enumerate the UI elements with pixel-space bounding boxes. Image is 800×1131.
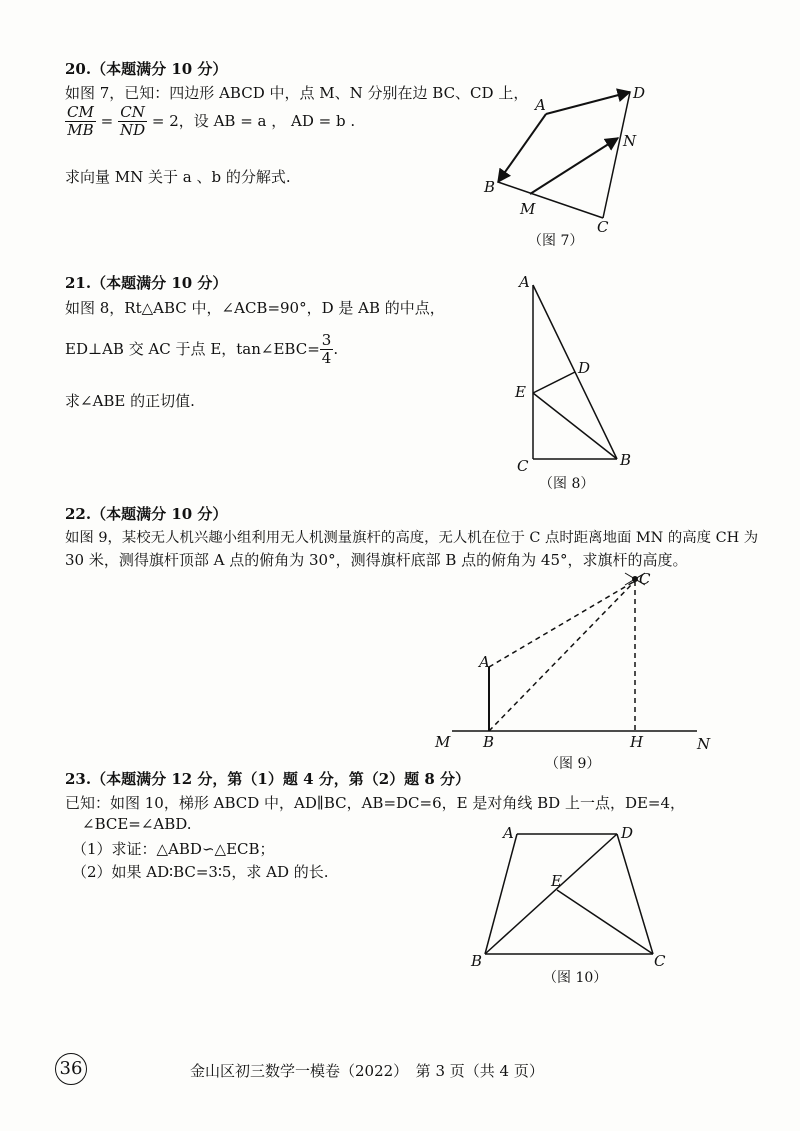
q21-header: 21.（本题满分 10 分） bbox=[65, 274, 228, 292]
fig8-label-b: B bbox=[620, 451, 632, 469]
fig8-label-c: C bbox=[517, 457, 529, 475]
fig7-label-d: D bbox=[633, 84, 646, 102]
q20-line2-tail: = 2，设 AB = a ， AD = b . bbox=[151, 111, 356, 130]
fig8-caption: （图 8） bbox=[539, 476, 595, 492]
q20-frac2: $\frac{CN}{ND}$ bbox=[119, 103, 146, 140]
fig10-label-d: D bbox=[621, 824, 634, 842]
fig10-label-a: A bbox=[503, 824, 514, 842]
fig9-label-h: H bbox=[630, 733, 644, 751]
fig9-label-n: N bbox=[697, 735, 711, 753]
q23-item2: （2）如果 AD∶BC=3∶5，求 AD 的长. bbox=[72, 863, 329, 881]
q21-line2: ED⊥AB 交 AC 于点 E，tan∠EBC= $\frac{3}{4}$ . bbox=[65, 331, 339, 368]
fig9-label-m: M bbox=[435, 733, 451, 751]
figure-8 bbox=[505, 275, 645, 495]
q21-line1: 如图 8，Rt△ABC 中，∠ACB=90°，D 是 AB 的中点， bbox=[65, 299, 445, 317]
q23-header: 23.（本题满分 12 分，第（1）题 4 分，第（2）题 8 分） bbox=[65, 770, 471, 788]
figure-9 bbox=[425, 565, 725, 775]
fig9-label-a: A bbox=[479, 653, 490, 671]
q20-line3: 求向量 MN 关于 a 、b 的分解式. bbox=[65, 168, 291, 186]
fig9-label-c: C bbox=[639, 570, 651, 588]
fig10-label-c: C bbox=[654, 952, 666, 970]
fig7-label-b: B bbox=[484, 178, 496, 196]
fig10-label-b: B bbox=[471, 952, 483, 970]
fig7-label-n: N bbox=[623, 132, 637, 150]
q20-header: 20.（本题满分 10 分） bbox=[65, 60, 228, 78]
figure-10 bbox=[465, 820, 675, 990]
fig8-label-a: A bbox=[519, 273, 530, 291]
q20-formula: $\frac{CM}{MB}$ = $\frac{CN}{ND}$ = 2，设 AB = a ， AD = b . bbox=[67, 103, 356, 140]
footer-text: 金山区初三数学一模卷（2022） 第 3 页（共 4 页） bbox=[190, 1062, 544, 1080]
q23-item1: （1）求证：△ABD∽△ECB； bbox=[72, 840, 275, 858]
q21-frac: $\frac{3}{4}$ bbox=[321, 331, 332, 368]
fig9-label-b: B bbox=[483, 733, 495, 751]
q22-line1: 如图 9，某校无人机兴趣小组利用无人机测量旗杆的高度，无人机在位于 C 点时距离地面 MN 的高度 CH 为 bbox=[65, 530, 759, 546]
q22-header: 22.（本题满分 10 分） bbox=[65, 505, 228, 523]
page-badge: 36 bbox=[55, 1053, 87, 1085]
q21-line2-head: ED⊥AB 交 AC 于点 E，tan∠EBC= bbox=[65, 339, 320, 358]
fig8-label-e: E bbox=[515, 383, 526, 401]
fig7-label-c: C bbox=[597, 218, 609, 236]
fig7-caption: （图 7） bbox=[528, 233, 584, 249]
q23-line2: ∠BCE=∠ABD. bbox=[82, 815, 192, 833]
q20-frac1: $\frac{CM}{MB}$ bbox=[67, 103, 94, 140]
fig9-caption: （图 9） bbox=[545, 756, 601, 772]
fig10-label-e: E bbox=[551, 872, 562, 890]
fig7-label-a: A bbox=[535, 96, 546, 114]
fig7-label-m: M bbox=[520, 200, 536, 218]
q23-line1: 已知：如图 10，梯形 ABCD 中，AD∥BC，AB=DC=6，E 是对角线 BD 上一点，DE=4， bbox=[65, 794, 686, 812]
fig8-label-d: D bbox=[578, 359, 591, 377]
q20-line1: 如图 7，已知：四边形 ABCD 中，点 M、N 分别在边 BC、CD 上， bbox=[65, 84, 529, 102]
fig10-caption: （图 10） bbox=[543, 970, 608, 986]
q22-line2: 30 米，测得旗杆顶部 A 点的俯角为 30°，测得旗杆底部 B 点的俯角为 45°，求旗杆的高度。 bbox=[65, 551, 688, 569]
figure-7 bbox=[470, 80, 670, 250]
q21-line3: 求∠ABE 的正切值. bbox=[65, 392, 195, 410]
